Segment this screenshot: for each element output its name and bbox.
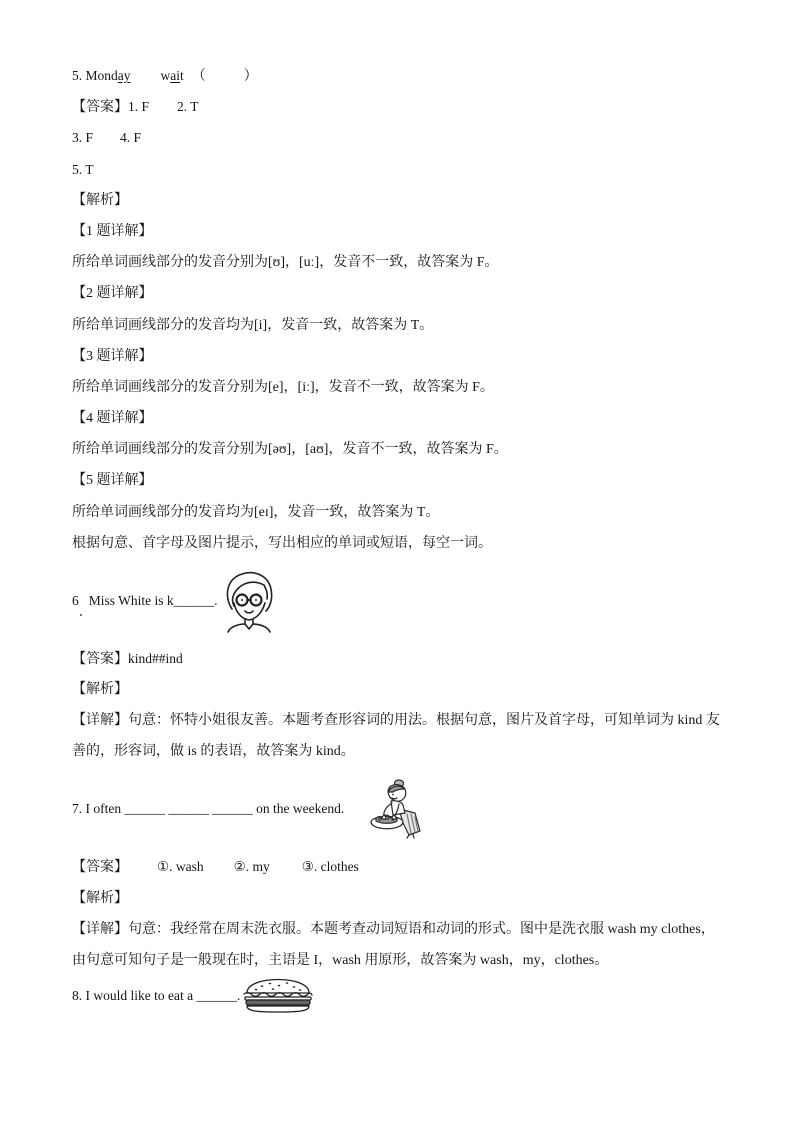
detail-heading-4: 【4 题详解】 — [72, 411, 153, 427]
answer-item: 2. T — [177, 99, 199, 115]
question-6-stem: Miss White is k______. — [88, 592, 218, 608]
page-content — [72, 60, 762, 1016]
question-8-stem: 8. I would like to eat a ______. — [72, 988, 241, 1004]
detail-heading-5: 【5 题详解】 — [72, 473, 153, 489]
q6-detail-line-2: 善的，形容词，做 is 的表语，故答案为 kind。 — [72, 744, 355, 760]
q7-detail-line-1: 【详解】句意：我经常在周末洗衣服。本题考查动词短语和动词的形式。图中是洗衣服 wash my clothes， — [72, 921, 715, 937]
hamburger-picture — [242, 978, 314, 1014]
detail-heading-1: 【1 题详解】 — [72, 223, 153, 239]
answer-line-3 — [72, 154, 762, 185]
q6-answer-line — [72, 643, 762, 674]
q7-analysis-tag: 【解析】 — [72, 890, 128, 906]
woman-with-glasses-picture — [220, 569, 276, 633]
word-monday-underlined: ay — [117, 68, 131, 83]
question-5-number: 5. — [72, 68, 83, 83]
question-6 — [72, 559, 762, 643]
q7-answer-3: ③. clothes — [301, 859, 359, 875]
word-wait — [161, 68, 184, 83]
detail-text-1: 所给单词画线部分的发音分别为[ʊ]，[uː]，发音不一致，故答案为 F。 — [72, 255, 499, 271]
answer-line-2 — [72, 122, 762, 153]
word-wait-start: w — [160, 68, 171, 83]
answer-tag: 【答案】 — [72, 860, 128, 876]
analysis-tag: 【解析】 — [72, 192, 128, 208]
question-7-stem: 7. I often ______ ______ ______ on the weekend. — [72, 801, 345, 817]
word-wait-end: t — [180, 68, 184, 83]
answer-tag: 【答案】 — [72, 651, 128, 667]
word-monday-plain: Mond — [85, 68, 118, 83]
detail-heading-3: 【3 题详解】 — [72, 348, 153, 364]
detail-text-5: 所给单词画线部分的发音均为[eɪ]，发音一致，故答案为 T。 — [72, 504, 440, 520]
answer-item: 5. T — [72, 161, 94, 177]
stray-dot — [80, 614, 82, 616]
answer-paren-open: （ — [191, 69, 206, 84]
detail-text-4: 所给单词画线部分的发音分别为[əʊ]，[aʊ]，发音不一致，故答案为 F。 — [72, 442, 508, 458]
question-8 — [72, 976, 762, 1016]
q6-detail-line-1: 【详解】句意：怀特小姐很友善。本题考查形容词的用法。根据句意，图片及首字母，可知单词为 kind 友 — [72, 713, 720, 729]
detail-text-3: 所给单词画线部分的发音分别为[e]，[iː]，发音不一致，故答案为 F。 — [72, 379, 494, 395]
word-wait-underlined: ai — [170, 68, 181, 83]
q7-answer-2: ②. my — [233, 859, 270, 875]
answer-tag: 【答案】 — [72, 100, 128, 116]
section-instruction: 根据句意、首字母及图片提示，写出相应的单词或短语，每空一词。 — [72, 535, 492, 551]
question-5 — [72, 60, 762, 91]
answer-line-1 — [72, 91, 762, 122]
detail-text-2: 所给单词画线部分的发音均为[i]，发音一致，故答案为 T。 — [72, 317, 434, 333]
q6-analysis-tag: 【解析】 — [72, 681, 128, 697]
answer-item: 4. F — [120, 130, 142, 146]
q6-answer: kind##ind — [128, 650, 183, 666]
detail-heading-2: 【2 题详解】 — [72, 286, 153, 302]
answer-item: 3. F — [72, 130, 94, 146]
answer-paren-close: ） — [243, 69, 258, 84]
girl-washing-clothes-picture — [369, 779, 421, 839]
word-monday — [86, 68, 131, 83]
question-6-number: 6 — [72, 592, 79, 608]
question-7 — [72, 768, 762, 852]
answer-item: 1. F — [128, 99, 150, 115]
q7-answer-1: ①. wash — [157, 859, 204, 875]
q7-answer-line — [72, 851, 762, 882]
q7-detail-line-2: 由句意可知句子是一般现在时，主语是 I，wash 用原形，故答案为 wash，my，clothes。 — [72, 952, 609, 968]
